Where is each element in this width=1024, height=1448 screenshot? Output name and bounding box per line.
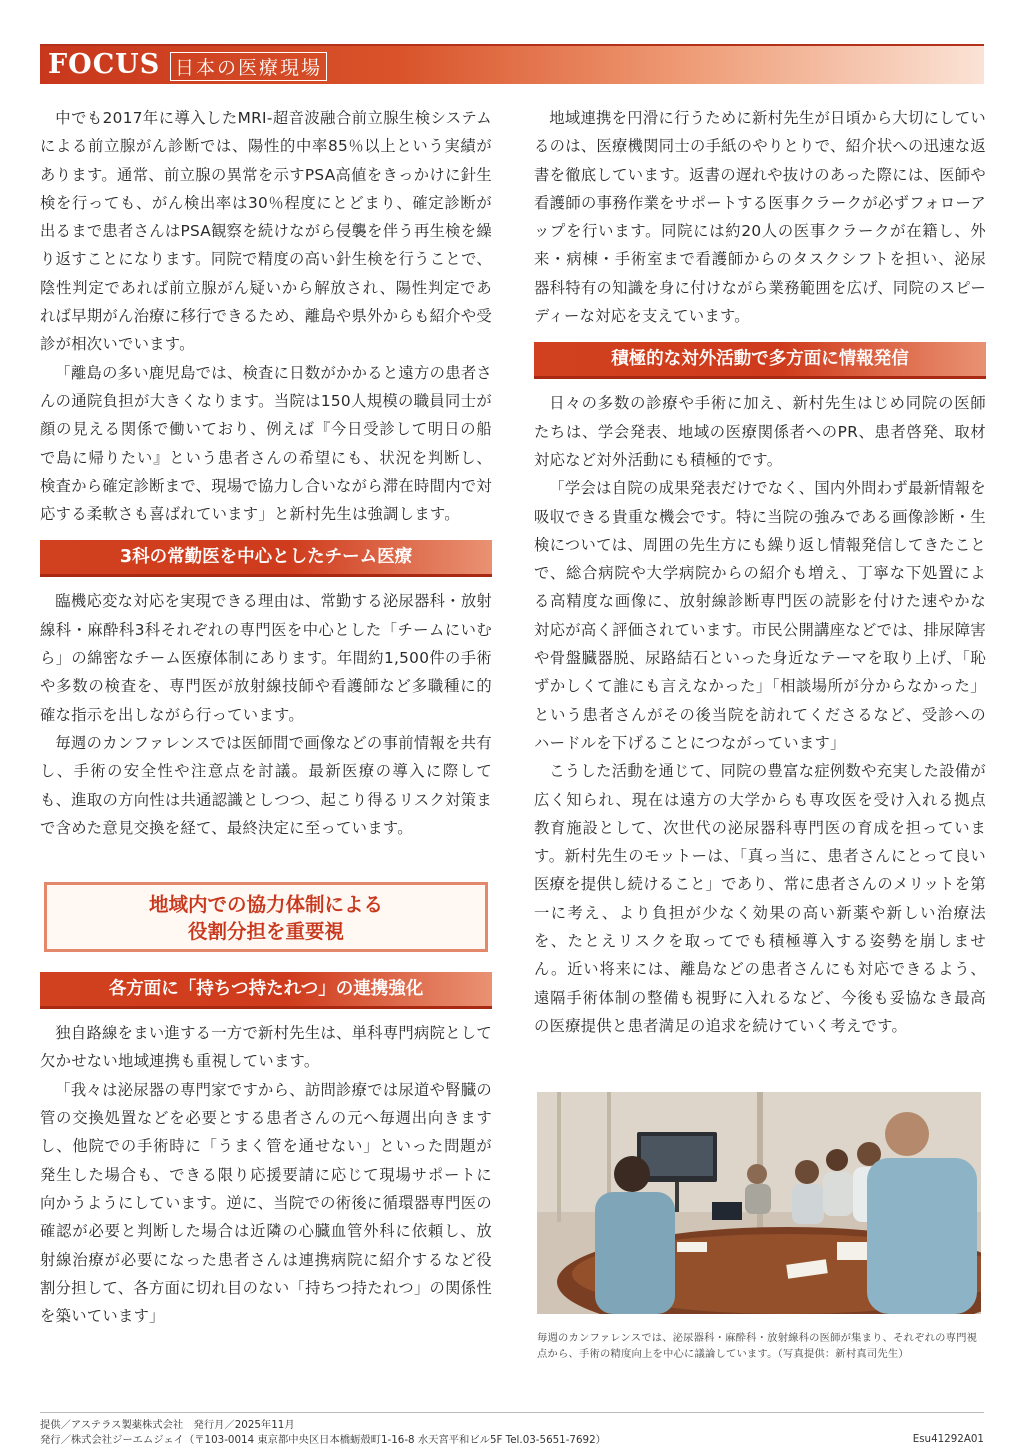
body-paragraph: 中でも2017年に導入したMRI-超音波融合前立腺生検システムによる前立腺がん診断では、陽性的中率85％以上という実績があります。通常、前立腺の異常を示すPSA高値をきっかけに針生検を行っても、がん検出率は30％程度にとどまり、確定診断が出るまで患者さんはPSA観察を続けながら侵襲を伴う再生検を繰り返すことになります。同院で精度の高い針生検を行うことで、陰性判定であれば前立腺がん疑いから解放され、陽性判定であれば早期がん治療に移行できるため、離島や県外からも紹介や受診が相次いでいます。 <box>40 109 492 354</box>
footer-provider: 提供／アステラス製薬株式会社 発行月／2025年11月 <box>40 1419 295 1431</box>
body-paragraph: 日々の多数の診療や手術に加え、新村先生はじめ同院の医師たちは、学会発表、地域の医療関係者へのPR、患者啓発、取材対応など対外活動にも積極的です。 <box>534 394 986 469</box>
subheading-collaboration: 各方面に「持ちつ持たれつ」の連携強化 <box>40 972 492 1009</box>
left-column <box>40 104 492 1330</box>
body-paragraph: 地域連携を円滑に行うために新村先生が日頃から大切にしているのは、医療機関同士の手紙のやりとりで、紹介状への迅速な返書を徹底しています。返書の遅れや抜けのあった際には、医師や看護師の事務作業をサポートする医事クラークが必ずフォローアップを行います。同院には約20人の医事クラークが在籍し、外来・病棟・手術室まで看護師からのタスクシフトを担い、泌尿器科特有の知識を身に付けながら業務範囲を広げ、同院のスピーディーな対応を支えています。 <box>534 109 987 326</box>
body-paragraph: こうした活動を通じて、同院の豊富な症例数や充実した設備が広く知られ、現在は遠方の大学からも専攻医を受け入れる拠点教育施設として、次世代の泌尿器科専門医の育成を担っています。新村先生のモットーは、「真っ当に、患者さんにとって良い医療を提供し続けること」であり、常に患者さんのメリットを第一に考え、より負担が少なく効果の高い新薬や新しい治療法を、たとえリスクを取ってでも積極導入する姿勢を崩しません。近い将来には、離島などの患者さんにも対応できるよう、遠隔手術体制の整備も視野に入れるなど、今後も妥協なき最高の医療提供と患者満足の追求を続けていく考えです。 <box>534 762 986 1035</box>
footer-publisher: 発行／株式会社ジーエムジェイ（〒103-0014 東京都中央区日本橋蛎殻町1-16-8 水天宮平和ビル5F Tel.03-5651-7692） <box>40 1434 606 1446</box>
subheading-team-medicine: 3科の常勤医を中心としたチーム医療 <box>40 540 492 577</box>
right-column <box>534 104 986 1040</box>
body-paragraph: 「学会は自院の成果発表だけでなく、国内外問わず最新情報を吸収できる貴重な機会です。特に当院の強みである画像診断・生検については、周囲の先生方にも繰り返し情報発信してきたことで、総合病院や大学病院からの紹介も増え、丁寧な下処置による高精度な画像に、放射線診断専門医の読影を付けた速やかな対応が高く評価されています。市民公開講座などでは、排尿障害や骨盤臓器脱、尿路結石といった身近なテーマを取り上げ、「恥ずかしくて誰にも言えなかった」「相談場所が分からなかった」という患者さんがその後当院を訪れてくださるなど、受診へのハードルを下げることにつながっています」 <box>534 479 987 752</box>
body-paragraph: 独自路線をまい進する一方で新村先生は、単科専門病院として欠かせない地域連携も重視しています。 <box>40 1024 493 1071</box>
section-title-line-1: 地域内での協力体制による <box>148 893 383 917</box>
conference-photo <box>537 1092 981 1314</box>
focus-title: FOCUS <box>48 49 161 80</box>
body-paragraph: 毎週のカンファレンスでは医師間で画像などの事前情報を共有し、手術の安全性や注意点を討議。最新医療の導入に際しても、進取の方向性は共通認識としつつ、起こり得るリスク対策まで含めた意見交換を経て、最終決定に至っています。 <box>40 733 492 837</box>
footer-divider <box>40 1412 984 1413</box>
conference-photo-illustration <box>537 1092 981 1314</box>
focus-subtitle: 日本の医療現場 <box>170 52 327 81</box>
footer <box>40 1418 606 1448</box>
photo-caption: 毎週のカンファレンスでは、泌尿器科・麻酔科・放射線科の医師が集まり、それぞれの専門視点から、手術の精度向上を中心に議論しています。（写真提供：新村真司先生） <box>537 1332 978 1360</box>
body-paragraph: 「我々は泌尿器の専門家ですから、訪問診療では尿道や腎臓の管の交換処置などを必要とする患者さんの元へ毎週出向きますし、他院での手術時に「うまく管を通せない」といった問題が発生した場合も、できる限り応援要請に応じて現場サポートに向かうようにしています。逆に、当院での術後に循環器専門医の確認が必要と判断した場合は近隣の心臓血管外科に依頼し、放射線治療が必要になった患者さんは連携病院に紹介するなど役割分担して、各方面に切れ目のない「持ちつ持たれつ」の関係性を築いています」 <box>40 1080 493 1326</box>
focus-header-band <box>40 44 984 84</box>
subheading-outreach: 積極的な対外活動で多方面に情報発信 <box>534 342 986 379</box>
section-title-box <box>44 882 488 952</box>
document-code: Esu41292A01 <box>912 1433 984 1445</box>
section-title-line-2: 役割分担を重要視 <box>187 920 344 944</box>
body-paragraph: 臨機応変な対応を実現できる理由は、常勤する泌尿器科・放射線科・麻酔科3科それぞれの専門医を中心とした「チームにいむら」の綿密なチーム医療体制にあります。年間約1,500件の手術や多数の検査を、専門医が放射線技師や看護師など多職種に的確な指示を出しながら行っています。 <box>40 592 493 724</box>
body-paragraph: 「離島の多い鹿児島では、検査に日数がかかると遠方の患者さんの通院負担が大きくなります。当院は150人規模の職員同士が顔の見える関係で働いており、例えば『今日受診して明日の船で島に帰りたい』という患者さんの希望にも、状況を判断し、検査から確定診断まで、現場で協力し合いながら滞在時間内で対応する柔軟さも喜ばれています」と新村先生は強調します。 <box>40 363 493 524</box>
